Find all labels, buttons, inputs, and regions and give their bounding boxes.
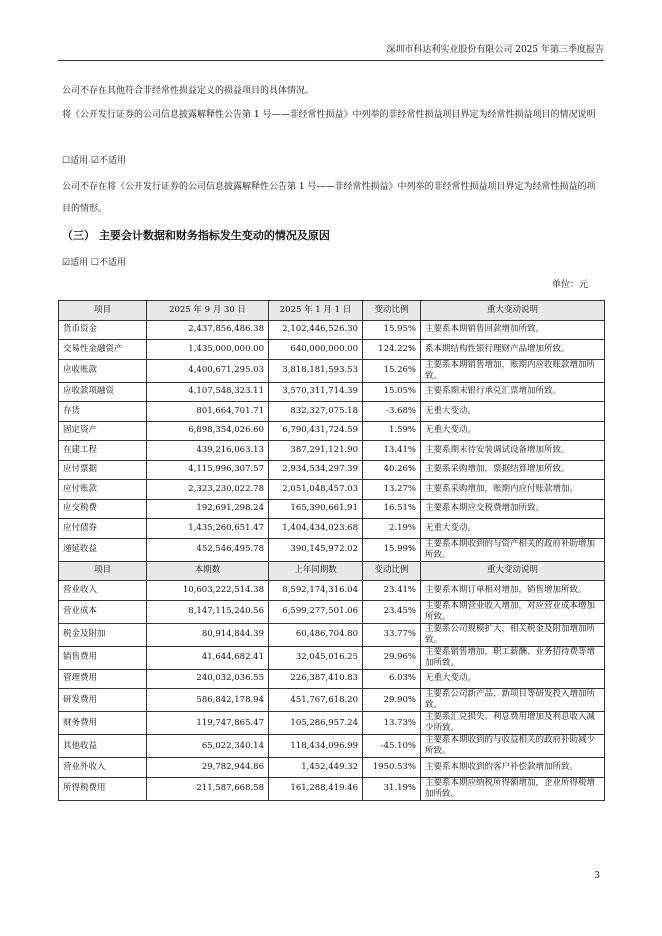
cell-change-note: 主要系期末银行承兑汇票增加所致。	[421, 382, 605, 402]
cell-change-note: 无重大变动。	[421, 402, 605, 422]
cell-change-note: 主要系公司规模扩大，相关税金及附加增加所致。	[421, 623, 605, 646]
cell-change-note: 主要系本期销售增加，账期内应收账款增加所致。	[421, 359, 605, 382]
cell-item: 税金及附加	[59, 623, 147, 646]
cell-change-note: 主要系本期收到的与资产相关的政府补助增加所致。	[421, 538, 605, 561]
cell-value-prior: 640,000,000.00	[269, 340, 363, 360]
cell-value-current: 80,914,844.39	[147, 623, 269, 646]
cell-value-current: 6,898,354,026.60	[147, 421, 269, 441]
table-row	[59, 689, 605, 712]
cell-value-current: 439,216,063.13	[147, 441, 269, 461]
cell-change-ratio: 31.19%	[363, 777, 421, 800]
table-row	[59, 421, 605, 441]
cell-change-ratio: 15.99%	[363, 538, 421, 561]
table-row	[59, 441, 605, 461]
cell-change-note: 主要系本期应纳税所得额增加，企业所得税增加所致。	[421, 777, 605, 800]
cell-item: 存货	[59, 402, 147, 422]
table-row	[59, 581, 605, 601]
cell-change-note: 无重大变动。	[421, 519, 605, 539]
cell-value-prior: 3,818,181,593.53	[269, 359, 363, 382]
column-header-change-ratio: 变动比例	[363, 301, 421, 321]
column-header-item: 项目	[59, 301, 147, 321]
table-row	[59, 460, 605, 480]
cell-item: 应付账款	[59, 480, 147, 500]
cell-value-prior: 60,486,704.80	[269, 623, 363, 646]
table-row	[59, 777, 605, 800]
cell-value-prior: 2,102,446,526.30	[269, 320, 363, 340]
cell-value-prior: 6,790,431,724.59	[269, 421, 363, 441]
cell-change-ratio: 15.05%	[363, 382, 421, 402]
cell-change-ratio: 16.51%	[363, 499, 421, 519]
cell-value-current: 8,147,115,240.56	[147, 600, 269, 623]
table-row	[59, 735, 605, 758]
cell-value-prior: 226,387,410.83	[269, 669, 363, 689]
cell-value-current: 586,842,178.94	[147, 689, 269, 712]
cell-change-ratio: 29.96%	[363, 646, 421, 669]
cell-item: 应付债券	[59, 519, 147, 539]
checkbox-applicability-1: ☐适用 ☑不适用	[62, 156, 126, 166]
financial-changes-table	[58, 300, 605, 801]
cell-item: 所得税费用	[59, 777, 147, 800]
table-row	[59, 382, 605, 402]
table-row	[59, 712, 605, 735]
cell-change-ratio: 15.95%	[363, 320, 421, 340]
header-divider	[58, 60, 604, 61]
cell-item: 营业外收入	[59, 758, 147, 778]
cell-value-prior: 105,286,957.24	[269, 712, 363, 735]
unit-label: 单位：元	[551, 280, 588, 290]
column-header-change-note: 重大变动说明	[421, 301, 605, 321]
cell-item: 管理费用	[59, 669, 147, 689]
table-row	[59, 480, 605, 500]
cell-change-note: 主要系采购增加，票据结算增加所致。	[421, 460, 605, 480]
cell-item: 固定资产	[59, 421, 147, 441]
cell-value-prior: 6,599,277,501.06	[269, 600, 363, 623]
cell-value-current: 192,691,298.24	[147, 499, 269, 519]
cell-value-prior: 387,291,121.90	[269, 441, 363, 461]
cell-value-prior: 32,045,016.25	[269, 646, 363, 669]
cell-value-prior: 2,051,048,457.03	[269, 480, 363, 500]
cell-change-note: 主要系本期营业收入增加，对应营业成本增加所致。	[421, 600, 605, 623]
cell-change-note: 无重大变动。	[421, 669, 605, 689]
column-header-item: 项目	[59, 561, 147, 581]
cell-value-current: 452,546,495.78	[147, 538, 269, 561]
table-row	[59, 669, 605, 689]
cell-item: 营业成本	[59, 600, 147, 623]
report-header: 深圳市科达利实业股份有限公司 2025 年第三季度报告	[386, 45, 604, 55]
cell-item: 营业收入	[59, 581, 147, 601]
cell-change-ratio: 13.41%	[363, 441, 421, 461]
cell-change-ratio: 2.19%	[363, 519, 421, 539]
paragraph-reclassification-statement: 公司不存在将《公开发行证券的公司信息披露解释性公告第 1 号——非经常性损益》中列举的非经常性损益项目界定为经常性损益的项目的情形。	[62, 182, 596, 214]
table-row	[59, 519, 605, 539]
cell-value-prior: 118,434,096.99	[269, 735, 363, 758]
cell-change-ratio: 13.73%	[363, 712, 421, 735]
cell-value-prior: 8,592,174,316.04	[269, 581, 363, 601]
cell-change-note: 主要系本期应交税费增加所致。	[421, 499, 605, 519]
table-header-row	[59, 561, 605, 581]
checkbox-applicability-2: ☑适用 ☐不适用	[62, 258, 126, 268]
cell-change-note: 主要系本期收到的客户补偿款增加所致。	[421, 758, 605, 778]
cell-item: 其他收益	[59, 735, 147, 758]
cell-value-current: 119,747,865.47	[147, 712, 269, 735]
cell-value-current: 240,032,036.55	[147, 669, 269, 689]
cell-value-prior: 390,145,972.02	[269, 538, 363, 561]
cell-value-prior: 161,288,419.46	[269, 777, 363, 800]
table-row	[59, 646, 605, 669]
cell-value-current: 211,587,668.58	[147, 777, 269, 800]
cell-item: 销售费用	[59, 646, 147, 669]
table-row	[59, 758, 605, 778]
column-header-value-current: 本期数	[147, 561, 269, 581]
cell-value-prior: 451,767,618.20	[269, 689, 363, 712]
cell-change-ratio: 1950.53%	[363, 758, 421, 778]
column-header-change-ratio: 变动比例	[363, 561, 421, 581]
cell-value-prior: 1,404,434,023.68	[269, 519, 363, 539]
cell-value-prior: 165,390,661.91	[269, 499, 363, 519]
cell-change-note: 无重大变动。	[421, 421, 605, 441]
table-row	[59, 499, 605, 519]
cell-item: 应交税费	[59, 499, 147, 519]
cell-value-prior: 3,570,311,714.39	[269, 382, 363, 402]
cell-value-current: 801,664,701.71	[147, 402, 269, 422]
cell-value-current: 2,323,230,022.78	[147, 480, 269, 500]
cell-change-ratio: -3.68%	[363, 402, 421, 422]
paragraph-other-items: 公司不存在其他符合非经常性损益定义的损益项目的具体情况。	[62, 86, 315, 96]
table-row	[59, 359, 605, 382]
cell-value-current: 1,435,260,651.47	[147, 519, 269, 539]
cell-change-note: 主要系销售增加，职工薪酬、业务招待费等增加所致。	[421, 646, 605, 669]
table-row	[59, 623, 605, 646]
cell-change-ratio: 6.03%	[363, 669, 421, 689]
cell-value-prior: 832,327,075.18	[269, 402, 363, 422]
cell-value-current: 41,644,682.41	[147, 646, 269, 669]
column-header-value-current: 2025 年 9 月 30 日	[147, 301, 269, 321]
paragraph-reclassification-title: 将《公开发行证券的公司信息披露解释性公告第 1 号——非经常性损益》中列举的非经常性损益项目界定为经常性损益项目的情况说明	[62, 110, 596, 120]
cell-change-ratio: 13.27%	[363, 480, 421, 500]
table-row	[59, 538, 605, 561]
table-header-row	[59, 301, 605, 321]
cell-change-note: 主要系本期订单相对增加，销售增加所致。	[421, 581, 605, 601]
page-number: 3	[594, 871, 600, 881]
column-header-change-note: 重大变动说明	[421, 561, 605, 581]
cell-change-note: 主要系汇兑损失、利息费用增加及利息收入减少所致。	[421, 712, 605, 735]
cell-change-ratio: 124.22%	[363, 340, 421, 360]
cell-item: 研发费用	[59, 689, 147, 712]
cell-value-current: 4,107,548,323.11	[147, 382, 269, 402]
cell-value-current: 10,603,222,514.38	[147, 581, 269, 601]
cell-change-ratio: -45.10%	[363, 735, 421, 758]
table-row	[59, 320, 605, 340]
cell-item: 交易性金融资产	[59, 340, 147, 360]
cell-item: 递延收益	[59, 538, 147, 561]
cell-change-ratio: 40.26%	[363, 460, 421, 480]
cell-item: 货币资金	[59, 320, 147, 340]
cell-change-ratio: 23.41%	[363, 581, 421, 601]
cell-item: 财务费用	[59, 712, 147, 735]
cell-change-ratio: 15.26%	[363, 359, 421, 382]
column-header-value-prior: 2025 年 1 月 1 日	[269, 301, 363, 321]
cell-value-current: 1,435,000,000.00	[147, 340, 269, 360]
cell-change-ratio: 33.77%	[363, 623, 421, 646]
cell-value-current: 4,115,996,307.57	[147, 460, 269, 480]
cell-item: 应收账款	[59, 359, 147, 382]
cell-change-note: 主要系本期销售回款增加所致。	[421, 320, 605, 340]
cell-item: 在建工程	[59, 441, 147, 461]
cell-value-prior: 2,934,534,297.39	[269, 460, 363, 480]
table-row	[59, 402, 605, 422]
cell-item: 应收款项融资	[59, 382, 147, 402]
cell-item: 应付票据	[59, 460, 147, 480]
cell-change-note: 系本期结构性银行理财产品增加所致。	[421, 340, 605, 360]
cell-value-prior: 1,452,449.32	[269, 758, 363, 778]
cell-value-current: 29,782,944.86	[147, 758, 269, 778]
column-header-value-prior: 上年同期数	[269, 561, 363, 581]
table-row	[59, 600, 605, 623]
cell-value-current: 2,437,856,486.38	[147, 320, 269, 340]
cell-change-note: 主要系本期收到的与收益相关的政府补助减少所致。	[421, 735, 605, 758]
cell-change-ratio: 1.59%	[363, 421, 421, 441]
cell-value-current: 4,400,671,295.03	[147, 359, 269, 382]
cell-change-note: 主要系采购增加，账期内应付账款增加。	[421, 480, 605, 500]
cell-change-note: 主要系公司新产品、新项目等研发投入增加所致。	[421, 689, 605, 712]
cell-value-current: 65,022,340.14	[147, 735, 269, 758]
section-heading: （三） 主要会计数据和财务指标发生变动的情况及原因	[62, 229, 330, 242]
cell-change-ratio: 23.45%	[363, 600, 421, 623]
cell-change-ratio: 29.90%	[363, 689, 421, 712]
table-row	[59, 340, 605, 360]
cell-change-note: 主要系期末待安装调试设备增加所致。	[421, 441, 605, 461]
